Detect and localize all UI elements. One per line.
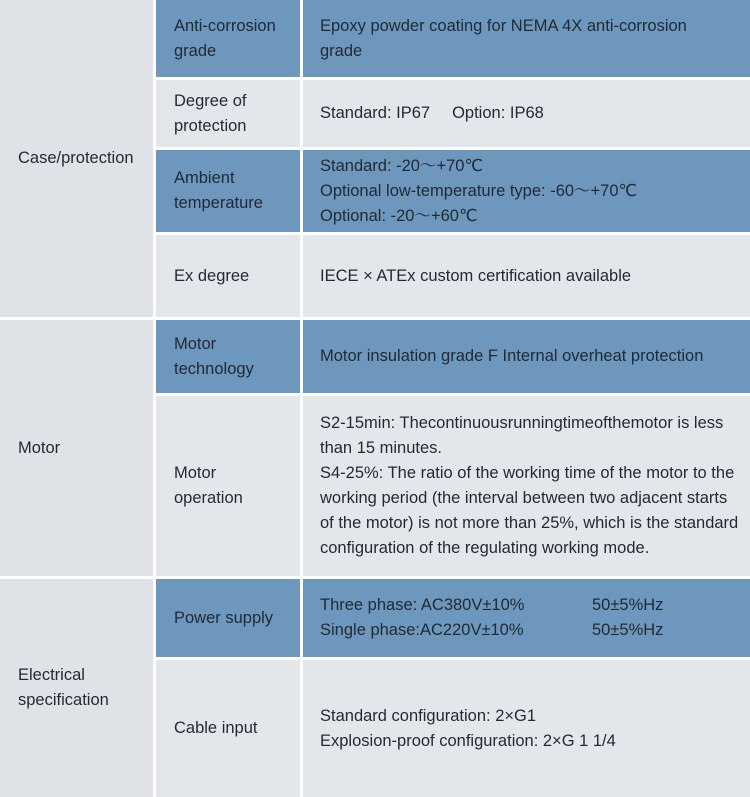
label-motor-technology [156,320,300,393]
cable-explosion-proof: Explosion-proof configuration: 2×G 1 1/4 [320,731,616,750]
label-text: Anti-corrosion grade [174,16,276,60]
label-text: Motor technology [174,334,254,378]
value-protection [303,80,750,147]
label-text: Ex degree [174,266,250,285]
group-label: Motor [18,438,61,457]
group-motor [0,320,153,576]
protection-option: Option: IP68 [452,104,544,122]
value-text: Motor insulation grade F Internal overheat protection [320,347,704,365]
value-text: Epoxy powder coating for NEMA 4X anti-corrosion grade [320,16,687,60]
group-label: Electrical specification [18,666,109,709]
value-motor-technology [303,320,750,393]
label-text: Power supply [174,608,274,627]
power-row-single-phase [320,618,663,643]
value-cable-input [303,660,750,797]
group-electrical [0,579,153,797]
label-text: Ambient temperature [174,169,263,212]
label-anticorrosion [156,0,300,77]
value-motor-operation [303,396,750,576]
label-power-supply [156,579,300,657]
value-ex [303,235,750,317]
ambient-line: Optional: -20～+60℃ [320,206,478,225]
group-case-protection [0,0,153,317]
label-protection [156,80,300,147]
ambient-line: Optional low-temperature type: -60～+70℃ [320,181,638,200]
value-anticorrosion [303,0,750,77]
label-text: Motor operation [174,464,243,507]
motor-op-s2: S2-15min: Thecontinuousrunningtimeofthemotor is less than 15 minutes. [320,414,724,457]
cable-standard: Standard configuration: 2×G1 [320,706,537,725]
label-ambient [156,150,300,232]
value-ambient [303,150,750,232]
ambient-line: Standard: -20～+70℃ [320,156,484,175]
label-cable-input [156,660,300,797]
power-row-three-phase [320,593,663,618]
group-label: Case/protection [18,149,134,167]
single-phase-voltage: Single phase:AC220V±10% [320,621,524,639]
three-phase-voltage: Three phase: AC380V±10% [320,596,525,614]
motor-op-s4: S4-25%: The ratio of the working time of the motor to the working period (the interval between two adjacent starts of the motor) is not more than 25%, which is the standard configuration of the regulating working mode. [320,464,739,557]
value-text: IECE × ATEx custom certification available [320,266,632,285]
protection-standard: Standard: IP67 [320,104,431,122]
label-motor-operation [156,396,300,576]
label-text: Cable input [174,719,258,737]
three-phase-frequency: 50±5%Hz [592,596,664,614]
label-text: Degree of protection [174,91,247,135]
label-ex [156,235,300,317]
value-power-supply [303,579,750,657]
single-phase-frequency: 50±5%Hz [592,621,664,639]
